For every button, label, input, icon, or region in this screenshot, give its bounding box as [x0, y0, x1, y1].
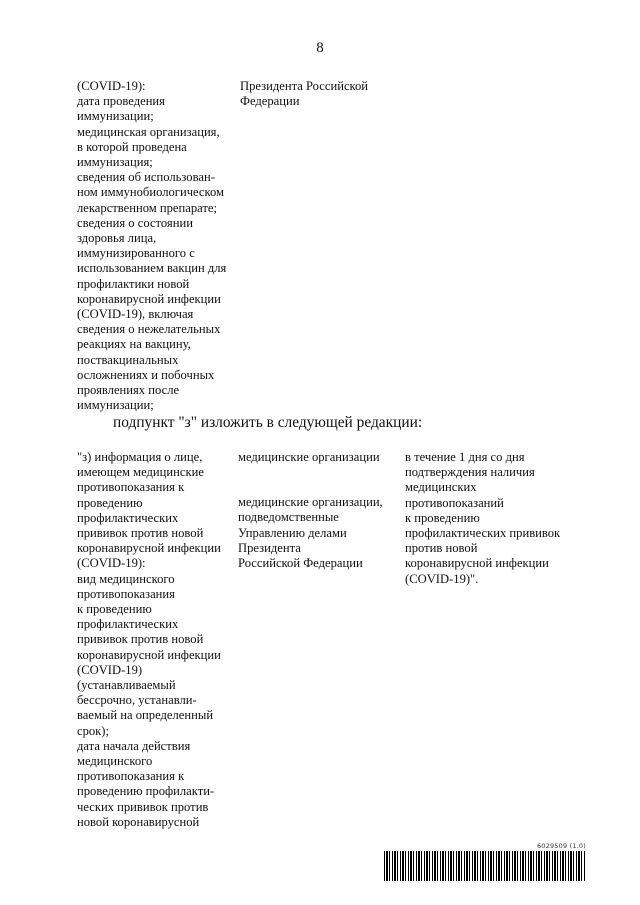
text-line: (COVID-19)	[77, 662, 143, 677]
text-line: иммунизированного с	[77, 246, 195, 261]
text-line: ческих прививок против	[77, 799, 209, 814]
text-line: Федерации	[240, 94, 300, 109]
text-line: (COVID-19):	[77, 556, 146, 571]
text-line: (COVID-19)".	[405, 571, 479, 586]
text-line: использованием вакцин для	[77, 261, 227, 276]
text-line: коронавирусной инфекции	[405, 556, 549, 571]
text-line: Президента	[238, 540, 301, 555]
text-line: сведения о состоянии	[77, 215, 193, 230]
text-line: к проведению	[77, 602, 152, 617]
text-line: коронавирусной инфекции	[77, 291, 221, 306]
text-line: (устанавливаемый	[77, 678, 176, 693]
text-line: иммунизации;	[77, 109, 154, 124]
barcode-icon	[384, 851, 586, 881]
text-line: коронавирусной инфекции	[77, 647, 221, 662]
text-line: проведению профилакти-	[77, 784, 215, 799]
text-line: профилактических	[77, 510, 179, 525]
text-line: противопоказания к	[77, 769, 185, 784]
bottom-table-right-column	[405, 450, 585, 587]
text-line: реакциях на вакцину,	[77, 337, 191, 352]
text-line: против новой	[405, 541, 478, 556]
text-line: подтверждения наличия	[405, 465, 535, 480]
text-line: прививок против новой	[77, 632, 204, 647]
text-line: ном иммунобиологическом	[77, 185, 225, 200]
text-line: здоровья лица,	[77, 231, 157, 246]
text-line: прививок против новой	[77, 526, 204, 541]
bottom-table-left-column	[77, 450, 242, 830]
text-line: ваемый на определенный	[77, 708, 214, 723]
text-line: медицинские организации	[238, 450, 380, 464]
text-line: "з) информация о лице,	[77, 450, 203, 464]
text-line: иммунизации;	[77, 398, 154, 413]
barcode-number: 6029509 (1.0)	[536, 842, 586, 850]
text-line: лекарственном препарате;	[77, 200, 218, 215]
text-line: профилактики новой	[77, 276, 190, 291]
text-line: сведения об использован-	[77, 170, 215, 185]
text-line: противопоказания	[77, 586, 175, 601]
text-line: бессрочно, устанавли-	[77, 693, 197, 708]
document-barcode	[384, 842, 586, 881]
text-line: поствакцинальных	[77, 352, 179, 367]
block-spacer	[238, 465, 398, 495]
top-table-left-column	[77, 79, 242, 413]
text-line: в течение 1 дня со дня	[405, 450, 525, 464]
text-line: проявлениях после	[77, 383, 180, 398]
text-line: Российской Федерации	[238, 556, 363, 571]
text-line: дата проведения	[77, 94, 165, 109]
text-line: новой коронавирусной	[77, 814, 200, 829]
text-line: профилактических	[77, 617, 179, 632]
text-line: (COVID-19):	[77, 79, 146, 93]
text-line: к проведению	[405, 510, 480, 525]
text-line: противопоказания к	[77, 480, 185, 495]
text-line: противопоказаний	[405, 495, 504, 510]
amendment-instruction: подпункт "з" изложить в следующей редакции:	[113, 414, 423, 431]
text-line: дата начала действия	[77, 738, 191, 753]
text-line: осложнениях и побочных	[77, 367, 215, 382]
text-line: коронавирусной инфекции	[77, 541, 221, 556]
text-line: в которой проведена	[77, 139, 187, 154]
bottom-table-middle-column	[238, 450, 398, 571]
text-line: Управлению делами	[238, 525, 347, 540]
text-line: медицинские организации,	[238, 495, 383, 510]
top-table-right-column	[240, 79, 390, 109]
text-line: медицинских	[405, 480, 477, 495]
text-line: проведению	[77, 495, 143, 510]
page-number: 8	[316, 40, 324, 56]
text-line: имеющем медицинские	[77, 465, 204, 480]
text-line: иммунизация;	[77, 155, 153, 170]
text-line: (COVID-19), включая	[77, 307, 194, 322]
text-line: срок);	[77, 723, 109, 738]
text-line: медицинская организация,	[77, 124, 220, 139]
text-line: профилактических прививок	[405, 526, 561, 541]
text-line: сведения о нежелательных	[77, 322, 221, 337]
text-line: подведомственные	[238, 510, 339, 525]
text-line: Президента Российской	[240, 79, 369, 93]
text-line: вид медицинского	[77, 571, 175, 586]
text-line: медицинского	[77, 754, 153, 769]
